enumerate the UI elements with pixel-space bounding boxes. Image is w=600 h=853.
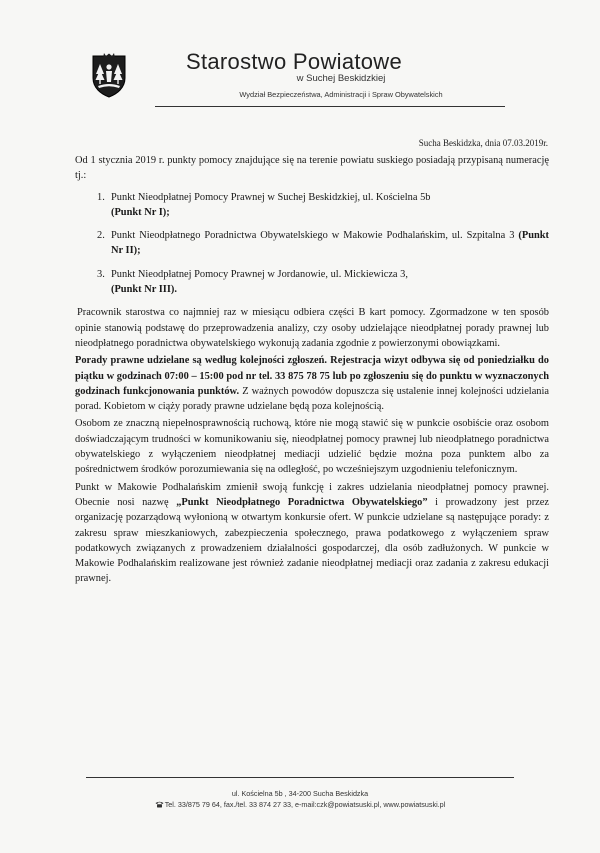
paragraph-disability: Osobom ze znaczną niepełnosprawnością ruchową, które nie mogą stawić się w punkcie osobiście oraz osobom doświadczającym trudności w komunikowaniu się, nieodpłatnej pomocy prawnej lub nieodpłatnego poradnictwa obywatelskiego z wyłączeniem nieodpłatnej mediacji udzielić będzie można poza punktem albo za pośrednictwem środków porozumiewania się na odległość, po wcześniejszym uzgodnieniu telefonicznym. bbox=[75, 418, 549, 476]
list-item bbox=[75, 267, 549, 298]
paragraph-card-collection: Pracownik starostwa co najmniej raz w miesiącu odbiera części B kart pomocy. Zgormadzone w ten sposób opinie stanowią podstawę do przeprowadzenia analizy, czy osoby udzielające nieodpłatnej porady prawnej lub nieodpłatnego poradnictwa obywatelskiego wykonują zadania zgodnie z powierzonymi obowiązkami. bbox=[75, 307, 549, 349]
crest-icon bbox=[90, 52, 128, 98]
document-date: Sucha Beskidzka, dnia 07.03.2019r. bbox=[418, 138, 548, 148]
paragraph-makow bbox=[75, 480, 549, 587]
list-item-label: (Punkt Nr III). bbox=[111, 284, 177, 296]
intro-paragraph: Od 1 stycznia 2019 r. punkty pomocy znajdujące się na terenie powiatu suskiego posiadają przypisaną numerację tj.: bbox=[75, 155, 549, 182]
registration-text: Z ważnych powodów dopuszcza się ustalenie innej kolejności udzielania porad. Kobietom w ciąży porady prawne udzielane będą poza kolejnością. bbox=[75, 385, 550, 413]
list-item-number: 2. bbox=[97, 230, 105, 242]
footer-contact bbox=[86, 800, 514, 809]
document-body bbox=[75, 153, 549, 587]
points-list bbox=[75, 190, 549, 298]
header-divider bbox=[155, 106, 505, 107]
makow-text-b: i prowadzony jest przez organizację pozarządową wyłonioną w otwartym konkursie ofert. W punkcie udzielane są następujące porady: z zakresu spraw mieszkaniowych, zabezpieczenia społecznego, prawa podatkowego z wyłączeniem spraw podatkowych związanych z prowadzeniem działalności gospodarczej, dla osób zadłużonych. W punkcie w Makowie Podhalańskim realizowane jest również zadanie nieodpłatnej mediacji oraz zadania z zakresu edukacji prawnej. bbox=[75, 496, 549, 585]
list-item-text: Punkt Nieodpłatnej Pomocy Prawnej w Jordanowie, ul. Mickiewicza 3, bbox=[111, 268, 408, 280]
header-department: Wydział Bezpieczeństwa, Administracji i Spraw Obywatelskich bbox=[239, 90, 443, 99]
list-item-number: 1. bbox=[97, 191, 105, 203]
list-item-text: Punkt Nieodpłatnej Pomocy Prawnej w Suchej Beskidzkiej, ul. Kościelna 5b bbox=[111, 191, 431, 203]
list-item-label: (Punkt Nr I); bbox=[111, 206, 170, 218]
list-item bbox=[75, 228, 549, 259]
header-subtitle: w Suchej Beskidzkiej bbox=[296, 73, 386, 84]
list-item-number: 3. bbox=[97, 268, 105, 280]
header-title: Starostwo Powiatowe bbox=[186, 49, 403, 74]
list-item bbox=[75, 190, 549, 221]
paragraph-registration bbox=[75, 353, 549, 414]
footer-contact-text: Tel. 33/875 79 64, fax./tel. 33 874 27 33, e-mail:czk@powiatsuski.pl, www.powiatsuski.pl bbox=[164, 800, 446, 809]
registration-bold-text: Porady prawne udzielane są według kolejności zgłoszeń. Rejestracja wizyt odbywa się od poniedziałku do piątku w godzinach 07:00 – 15:00 pod nr tel. 33 875 78 75 lub po zgłoszeniu się do punktu w wyznaczonych godzinach funkcjonowania punktów. bbox=[75, 355, 549, 397]
list-item-text: Punkt Nieodpłatnego Poradnictwa Obywatelskiego w Makowie Podhalańskim, ul. Szpitalna 3 bbox=[111, 230, 515, 242]
list-item-label: (Punkt Nr II); bbox=[111, 230, 549, 257]
phone-icon bbox=[155, 801, 164, 808]
footer-address: ul. Kościelna 5b , 34-200 Sucha Beskidzka bbox=[231, 789, 369, 798]
makow-text-a: Punkt w Makowie Podhalańskim zmienił swoją funkcję i zakres udzielania nieodpłatnej pomocy prawnej. Obecnie nosi nazwę bbox=[75, 481, 549, 508]
footer-divider bbox=[86, 777, 514, 778]
makow-point-name: „Punkt Nieodpłatnego Poradnictwa Obywatelskiego” bbox=[176, 496, 428, 508]
